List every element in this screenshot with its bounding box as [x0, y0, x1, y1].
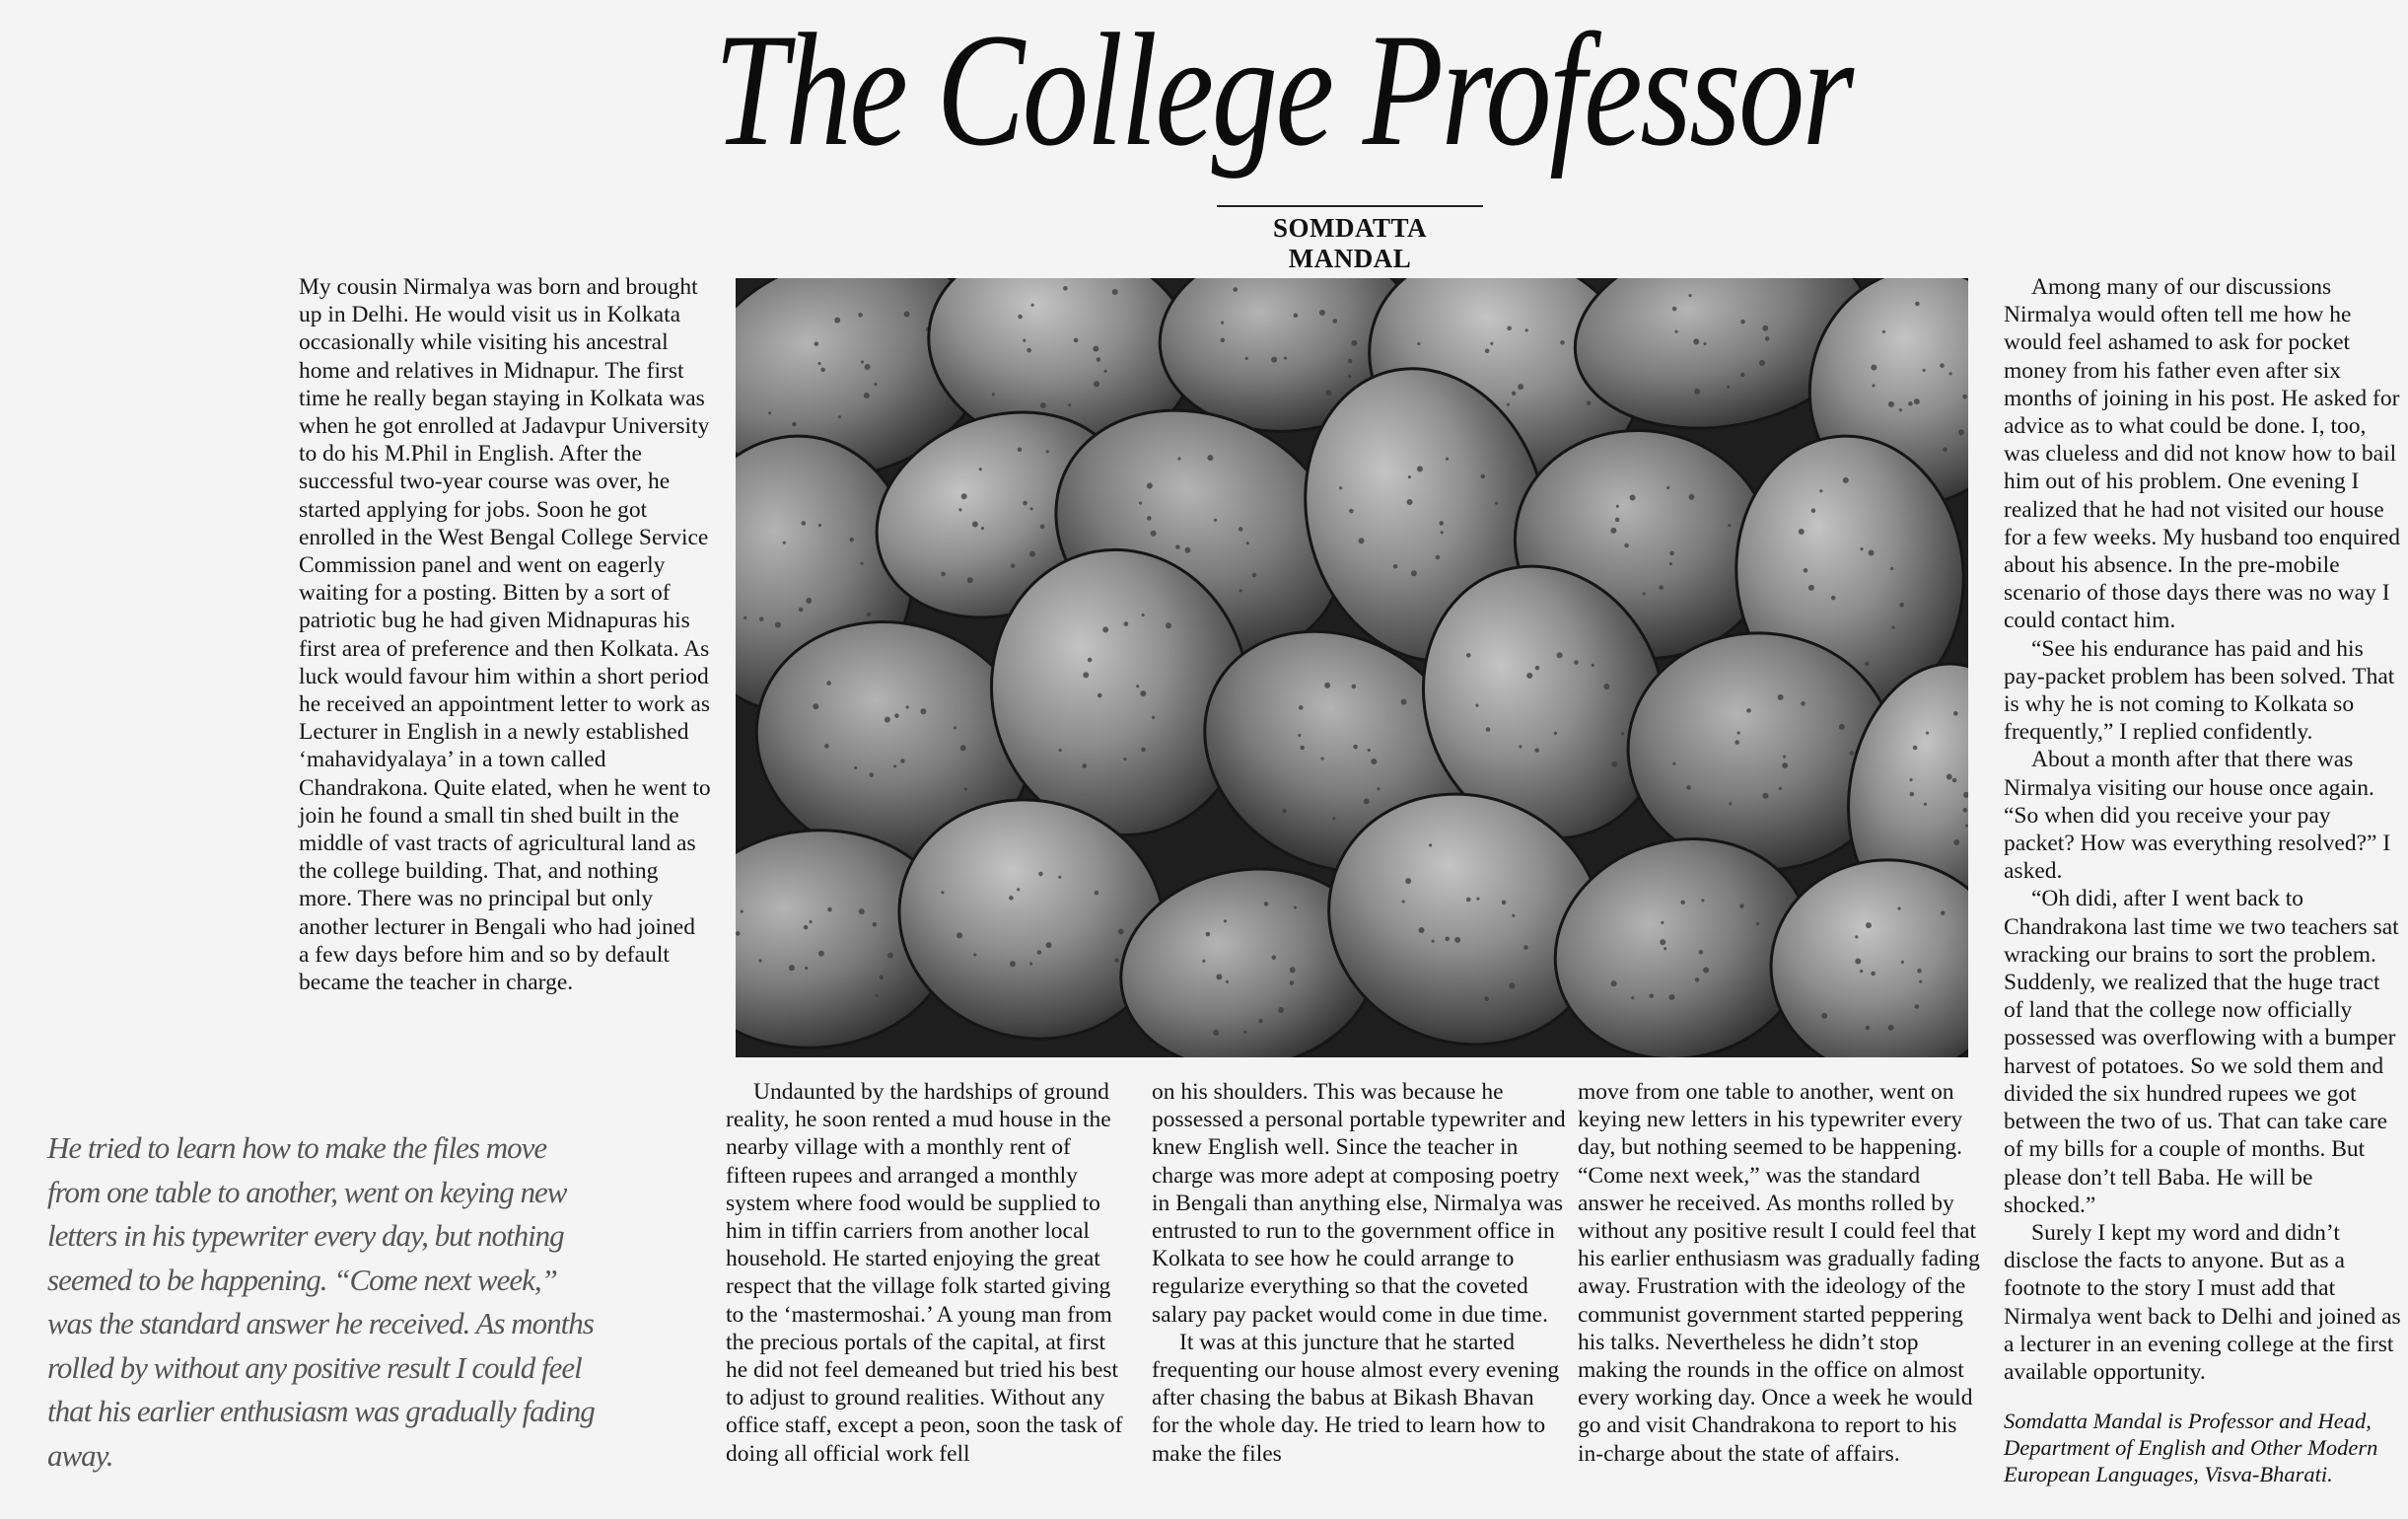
paragraph: My cousin Nirmalya was born and brought up in Delhi. He would visit us in Kolkata occasionally while visiting his ancestral home and relatives in Midnapur. The first time he really began staying in Kolkata was when he got enrolled at Jadavpur University to do his M.Phil in English. After the successful two-year course was over, he started applying for jobs. Soon he got enrolled in the West Bengal College Service Commission panel and went on eagerly waiting for a posting. Bitten by a sort of patriotic bug he had given Midnapuras his first area of preference and then Kolkata. As luck would favour him within a short period he received an appointment letter to work as Lecturer in English in a newly established ‘mahavidyalaya’ in a town called Chandrakona. Quite elated, when he went to join he found a small tin shed built in the middle of vast tracts of agricultural land as the college building. That, and nothing more. There was no principal but only another lecturer in Bengali who had joined a few days before him and so by default became the teacher in charge.: [299, 274, 711, 996]
article-title: The College Professor: [714, 1, 1852, 180]
article-byline: SOMDATTA MANDAL: [1217, 205, 1483, 284]
paragraph: “Oh didi, after I went back to Chandrakona last time we two teachers sat wracking our brains to sort the problem. Suddenly, we realized that the huge tract of land that the college now officially possessed was overflowing with a bumper harvest of potatoes. So we sold them and divided the six hundred rupees we got between the two of us. That can take care of my bills for a couple of months. But please don’t tell Baba. He will be shocked.”: [2004, 886, 2399, 1218]
paragraph: It was at this juncture that he started frequenting our house almost every evening after chasing the babus at Bikash Bhavan for the whole day. He tried to learn how to make the files: [1152, 1329, 1560, 1467]
text-column-3: [1152, 1078, 1566, 1468]
paragraph: move from one table to another, went on keying new letters in his typewriter every day, but nothing seemed to be happening. “Come next week,” was the standard answer he received. As months rolled by without any positive result I could feel that his earlier enthusiasm was gradually fading away. Frustration with the ideology of the communist government started peppering his talks. Nevertheless he didn’t stop making the rounds in the office on almost every working day. Once a week he would go and visit Chandrakona to report to his in-charge about the state of affairs.: [1578, 1079, 1980, 1467]
text-column-5: [2004, 273, 2404, 1487]
paragraph: About a month after that there was Nirmalya visiting our house once again. “So when did you receive your pay packet? How was everything resolved?” I asked.: [2004, 747, 2391, 885]
paragraph: Undaunted by the hardships of ground reality, he soon rented a mud house in the nearby village with a monthly rent of fifteen rupees and arranged a monthly system where food would be supplied to him in tiffin carriers from another local household. He started enjoying the great respect that the village folk started giving to the ‘mastermoshai.’ A young man from the precious portals of the capital, at first he did not feel demeaned but tried his best to adjust to ground realities. Without any office staff, except a peon, soon the task of doing all official work fell: [726, 1079, 1123, 1467]
potatoes-illustration: [736, 278, 1968, 1057]
author-note: Somdatta Mandal is Professor and Head, Department of English and Other Modern European Languages, Visva-Bharati.: [2004, 1409, 2378, 1487]
paragraph: Among many of our discussions Nirmalya would often tell me how he would feel ashamed to ask for pocket money from his father even after six months of joining in his post. He asked for advice as to what could be done. I, too, was clueless and did not know how to bail him out of his problem. One evening I realized that he had not visited our house for a few weeks. My husband too enquired about his absence. In the pre-mobile scenario of those days there was no way I could contact him.: [2004, 274, 2401, 634]
paragraph: on his shoulders. This was because he possessed a personal portable typewriter and knew English well. Since the teacher in charge was more adept at composing poetry in Bengali than anything else, Nirmalya was entrusted to run to the government office in Kolkata to see how he could arrange to regularize everything so that the coveted salary pay packet would come in due time.: [1152, 1079, 1566, 1328]
pull-quote: He tried to learn how to make the files move from one table to another, went on keying new letters in his typewriter every day, but nothing seemed to be happening. “Come next week,” was the standard answer he received. As months rolled by without any positive result I could feel that his earlier enthusiasm was gradually fading away.: [47, 1130, 595, 1473]
text-column-2: [726, 1078, 1130, 1468]
paragraph: “See his endurance has paid and his pay-packet problem has been solved. That is why he is not coming to Kolkata so frequently,” I replied confidently.: [2004, 635, 2395, 746]
text-column-4: [1578, 1078, 1980, 1468]
paragraph: Surely I kept my word and didn’t disclose the facts to anyone. But as a footnote to the story I must add that Nirmalya went back to Delhi and joined as a lecturer in an evening college at the first available opportunity.: [2004, 1219, 2401, 1385]
potatoes-photo: [736, 278, 1968, 1057]
text-column-1: [299, 273, 711, 996]
